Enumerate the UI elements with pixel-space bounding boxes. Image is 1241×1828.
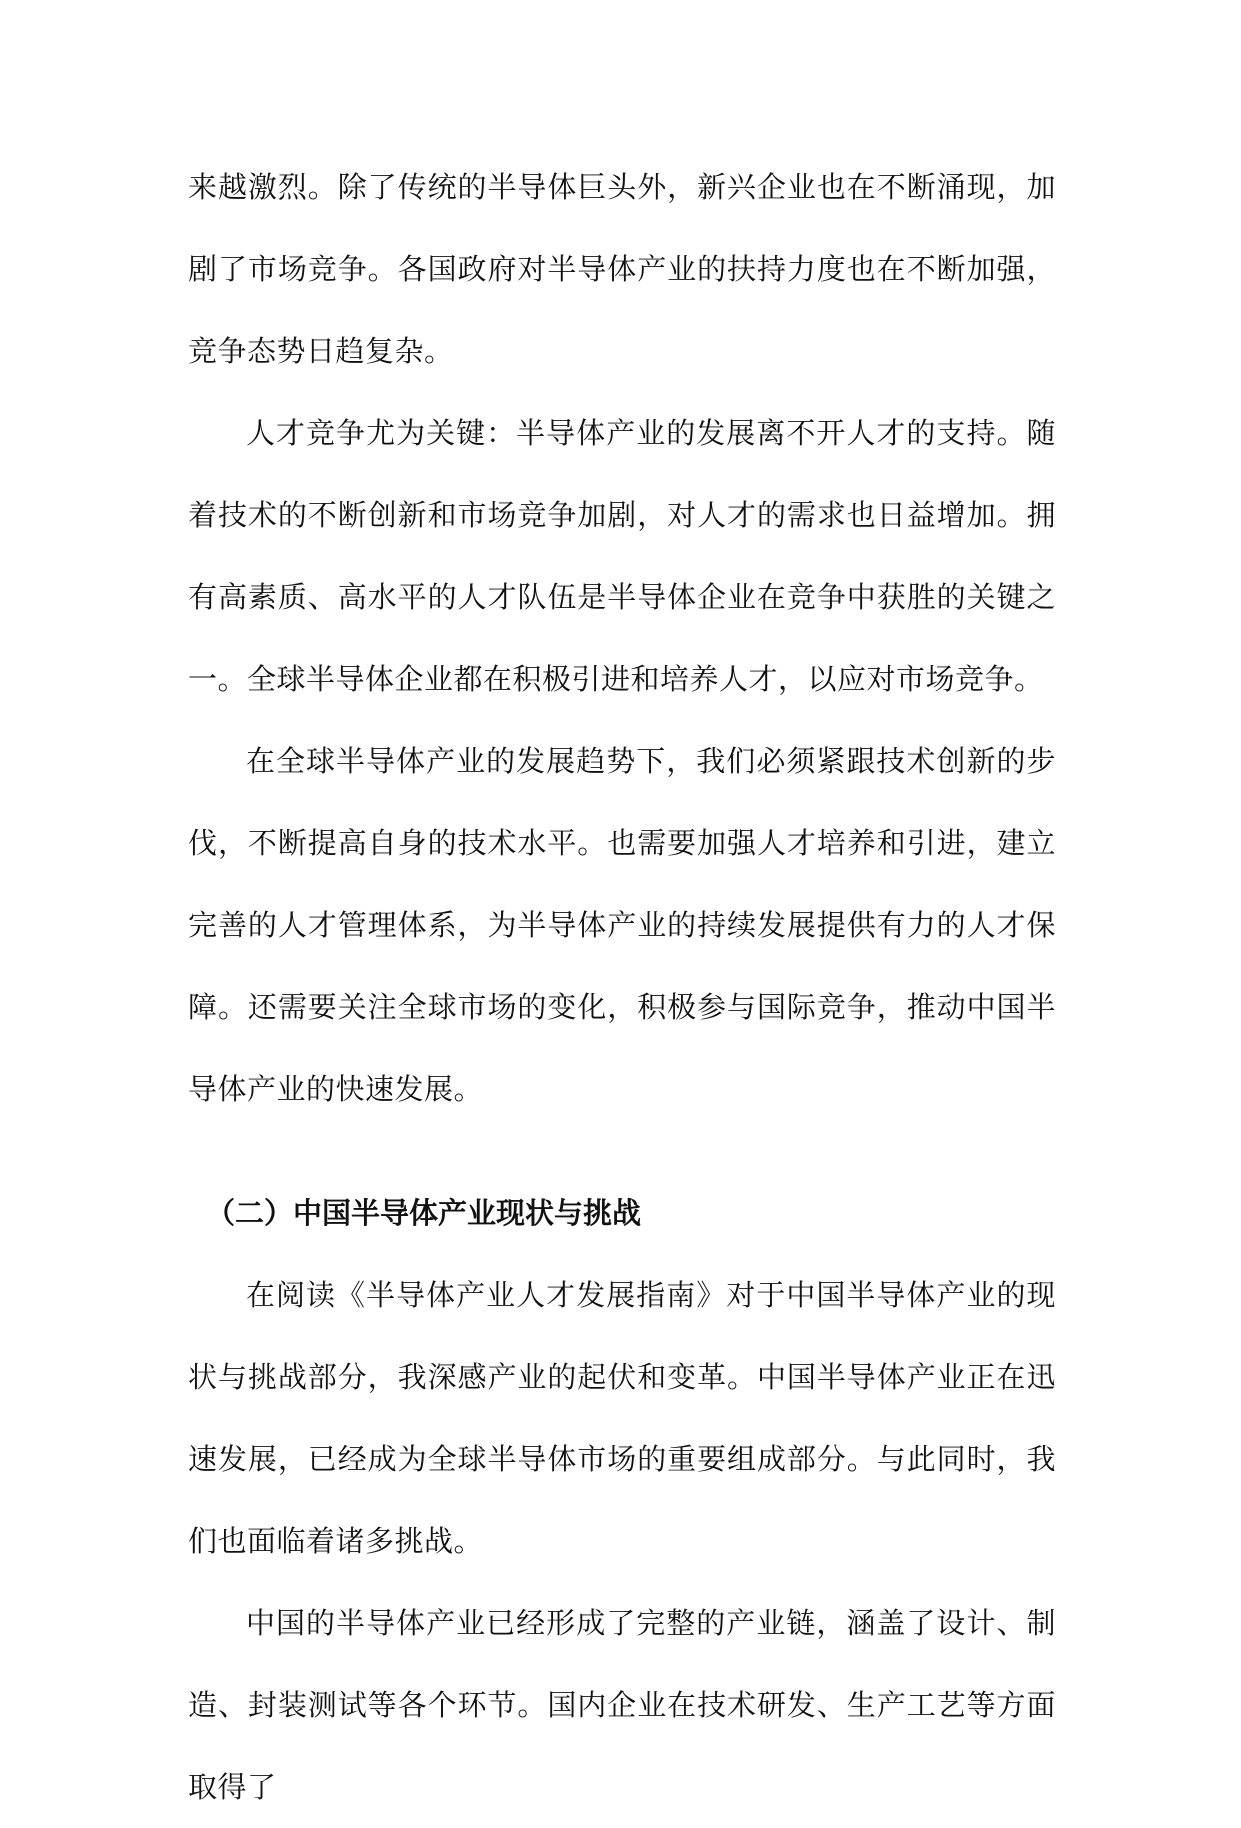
paragraph-5: 中国的半导体产业已经形成了完整的产业链，涵盖了设计、制造、封装测试等各个环节。国内企业在技术研发、生产工艺等方面取得了 — [188, 1606, 1056, 1804]
paragraph-2: 人才竞争尤为关键：半导体产业的发展离不开人才的支持。随着技术的不断创新和市场竞争加剧，对人才的需求也日益增加。拥有高素质、高水平的人才队伍是半导体企业在竞争中获胜的关键之一。全球半导体企业都在积极引进和培养人才，以应对市场竞争。 — [188, 416, 1056, 696]
paragraph-3: 在全球半导体产业的发展趋势下，我们必须紧跟技术创新的步伐，不断提高自身的技术水平。也需要加强人才培养和引进，建立完善的人才管理体系，为半导体产业的持续发展提供有力的人才保障。还需要关注全球市场的变化，积极参与国际竞争，推动中国半导体产业的快速发展。 — [188, 744, 1056, 1106]
paragraph-4: 在阅读《半导体产业人才发展指南》对于中国半导体产业的现状与挑战部分，我深感产业的起伏和变革。中国半导体产业正在迅速发展，已经成为全球半导体市场的重要组成部分。与此同时，我们也面临着诸多挑战。 — [188, 1278, 1056, 1558]
document-body — [188, 146, 1056, 1828]
paragraph-1: 来越激烈。除了传统的半导体巨头外，新兴企业也在不断涌现，加剧了市场竞争。各国政府对半导体产业的扶持力度也在不断加强，竞争态势日趋复杂。 — [188, 170, 1056, 368]
section-heading: （二）中国半导体产业现状与挑战 — [206, 1196, 642, 1230]
